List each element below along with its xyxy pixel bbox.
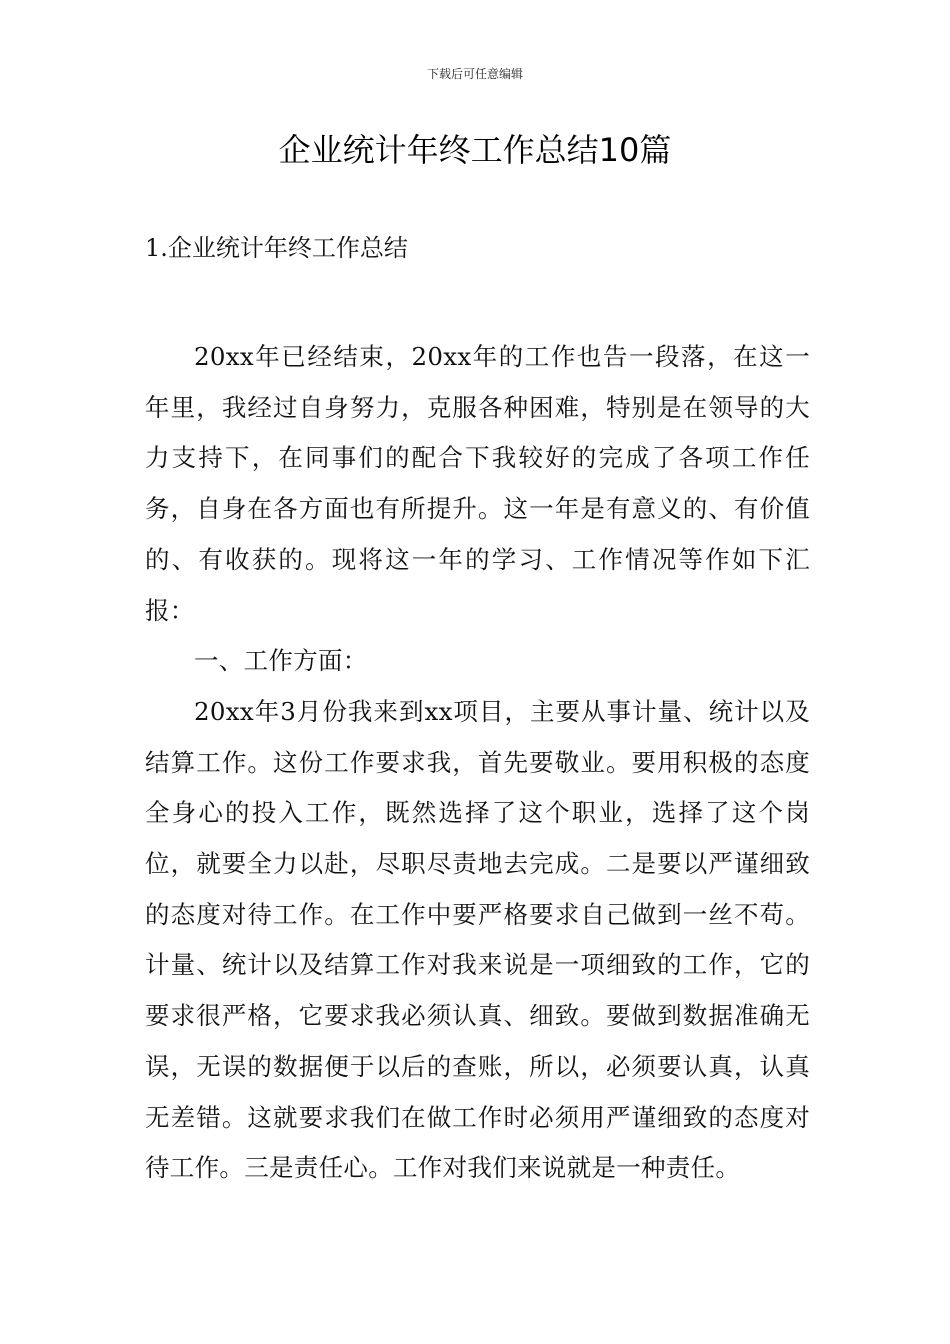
paragraph-intro: 20xx年已经结束，20xx年的工作也告一段落，在这一年里，我经过自身努力，克服各种困难，特别是在领导的大力支持下，在同事们的配合下我较好的完成了各项工作任务，自身在各方面也有所提升。这一年是有意义的、有价值的、有收获的。现将这一年的学习、工作情况等作如下汇报：: [145, 342, 810, 625]
paragraph-subheading: 一、工作方面：: [194, 646, 368, 676]
paragraph-work: 20xx年3月份我来到xx项目，主要从事计量、统计以及结算工作。这份工作要求我，首先要敬业。要用积极的态度全身心的投入工作，既然选择了这个职业，选择了这个岗位，就要全力以赴，尽职尽责地去完成。二是要以严谨细致的态度对待工作。在工作中要严格要求自己做到一丝不苟。计量、统计以及结算工作对我来说是一项细致的工作，它的要求很严格，它要求我必须认真、细致。要做到数据准确无误，无误的数据便于以后的查账，所以，必须要认真，认真无差错。这就要求我们在做工作时必须用严谨细致的态度对待工作。三是责任心。工作对我们来说就是一种责任。: [145, 696, 810, 1183]
section-heading: 1.企业统计年终工作总结: [145, 234, 408, 262]
document-title: 企业统计年终工作总结10篇: [278, 131, 672, 169]
body-text: [145, 332, 810, 1194]
header-note: 下载后可任意编辑: [426, 67, 523, 81]
